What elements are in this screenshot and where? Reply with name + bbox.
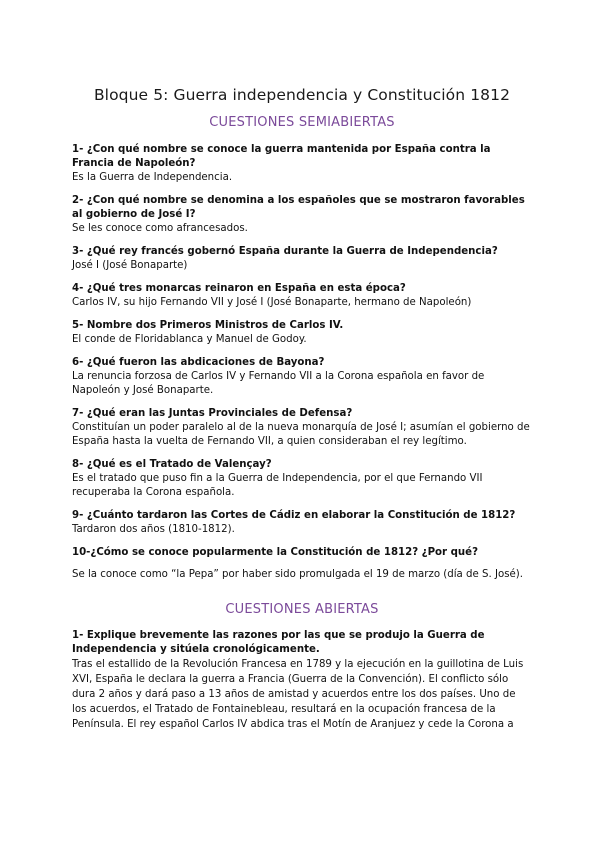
question-text: 1- Explique brevemente las razones por las que se produjo la Guerra de Independencia y sitúela cronológicamente. [72, 630, 485, 655]
answer-text: Se les conoce como afrancesados. [72, 223, 248, 234]
answer-text: Constituían un poder paralelo al de la nueva monarquía de José I; asumían el gobierno de España hasta la vuelta de Fernando VII, a quien consideraban el rey legítimo. [72, 422, 530, 447]
question-text: 2- ¿Con qué nombre se denomina a los españoles que se mostraron favorables al gobierno de José I? [72, 195, 525, 220]
section-heading-abiertas: CUESTIONES ABIERTAS [225, 602, 379, 617]
question-text: 6- ¿Qué fueron las abdicaciones de Bayona? [72, 357, 325, 368]
answer-text: José I (José Bonaparte) [72, 260, 188, 271]
question-item-7 [72, 407, 532, 449]
answer-text: Tardaron dos años (1810-1812). [72, 524, 235, 535]
section-heading-semiabiertas: CUESTIONES SEMIABIERTAS [209, 115, 395, 130]
question-text: 1- ¿Con qué nombre se conoce la guerra mantenida por España contra la Francia de Napoleón? [72, 144, 491, 169]
answer-text: Es la Guerra de Independencia. [72, 172, 233, 183]
question-item-2 [72, 194, 532, 236]
question-text: 5- Nombre dos Primeros Ministros de Carlos IV. [72, 320, 344, 331]
question-item-1 [72, 143, 532, 185]
open-question-item-1 [72, 629, 532, 732]
question-item-4 [72, 282, 532, 310]
question-text: 4- ¿Qué tres monarcas reinaron en España en esta época? [72, 283, 406, 294]
question-item-6 [72, 356, 532, 398]
question-item-8 [72, 458, 532, 500]
question-item-10 [72, 546, 532, 582]
question-text: 8- ¿Qué es el Tratado de Valençay? [72, 459, 272, 470]
answer-text: Se la conoce como “la Pepa” por haber sido promulgada el 19 de marzo (día de S. José). [72, 569, 523, 580]
page-title: Bloque 5: Guerra independencia y Constitución 1812 [93, 86, 511, 104]
question-item-5 [72, 319, 532, 347]
question-text: 7- ¿Qué eran las Juntas Provinciales de Defensa? [72, 408, 353, 419]
semiabiertas-list [72, 143, 532, 582]
question-text: 3- ¿Qué rey francés gobernó España durante la Guerra de Independencia? [72, 246, 498, 257]
answer-text: El conde de Floridablanca y Manuel de Godoy. [72, 334, 307, 345]
question-item-9 [72, 509, 532, 537]
answer-text: Tras el estallido de la Revolución Francesa en 1789 y la ejecución en la guillotina de Luis XVI, España le declara la guerra a Francia (Guerra de la Convención). El conflicto sólo dura 2 años y dará paso a 13 años de amistad y acuerdos entre los dos países. Uno de los acuerdos, el Tratado de Fontainebleau, resultará en la ocupación francesa de la Península. El rey español Carlos IV abdica tras el Motín de Aranjuez y cede la Corona a [72, 659, 524, 730]
answer-text: Es el tratado que puso fin a la Guerra de Independencia, por el que Fernando VII recuperaba la Corona española. [72, 473, 483, 498]
question-text: 10-¿Cómo se conoce popularmente la Constitución de 1812? ¿Por qué? [72, 547, 478, 558]
question-text: 9- ¿Cuánto tardaron las Cortes de Cádiz en elaborar la Constitución de 1812? [72, 510, 516, 521]
question-item-3 [72, 245, 532, 273]
answer-text: Carlos IV, su hijo Fernando VII y José I (José Bonaparte, hermano de Napoleón) [72, 297, 472, 308]
answer-text: La renuncia forzosa de Carlos IV y Fernando VII a la Corona española en favor de Napoleón y José Bonaparte. [72, 371, 485, 396]
abiertas-list [72, 629, 532, 732]
